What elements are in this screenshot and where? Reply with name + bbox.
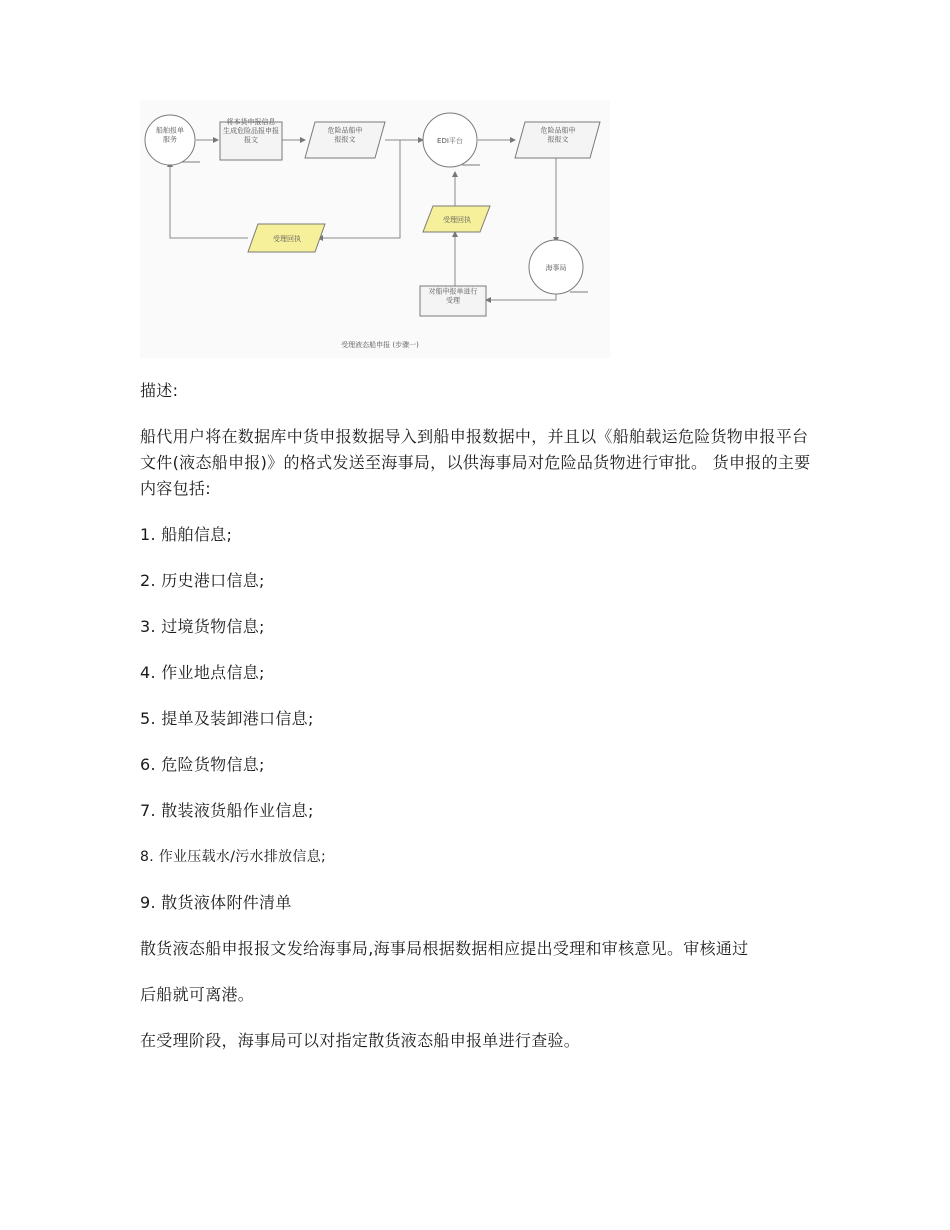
list-item: 2. 历史港口信息; — [140, 571, 265, 590]
node-label-line: 危险品船申 — [540, 126, 576, 135]
list-item: 1. 船舶信息; — [140, 525, 233, 544]
approval-paragraph-line2: 后船就可离港。 — [140, 985, 255, 1004]
list-item: 6. 危险货物信息; — [140, 755, 265, 774]
list-item: 3. 过境货物信息; — [140, 617, 265, 636]
node-label-line: 危险品船申 — [327, 126, 363, 135]
flowchart-svg — [140, 100, 610, 358]
node-label-line: 受理 — [446, 296, 460, 305]
intro-paragraph: 船代用户将在数据库中货申报数据导入到船申报数据中，并且以《船舶载运危险货物申报平台文件(液态船申报)》的格式发送至海事局，以供海事局对危险品货物进行审批。 货申报的主要内容包括: — [140, 427, 811, 498]
flowchart-figure — [140, 100, 610, 358]
node-label-line: 报文 — [244, 136, 258, 144]
node-label-line: 船舶报单 — [156, 126, 184, 135]
list-item: 4. 作业地点信息; — [140, 663, 265, 682]
content-list — [140, 522, 820, 916]
node-label-line: 报报文 — [334, 135, 356, 144]
node-label-line: EDI平台 — [437, 137, 463, 145]
node-label-line: 受理回执 — [273, 235, 301, 243]
list-item: 8. 作业压载水/污水排放信息; — [140, 849, 327, 865]
list-item: 7. 散装液货船作业信息; — [140, 801, 314, 820]
node-label-msa — [546, 263, 567, 272]
node-label-edi — [437, 136, 463, 145]
node-label-line: 将本货申报信息 — [226, 118, 276, 126]
document-body — [140, 378, 820, 1054]
node-label-line: 报报文 — [547, 135, 569, 144]
figure-caption: 受理液态船申报 (步骤一) — [341, 341, 419, 349]
node-label-line: 服务 — [163, 135, 177, 144]
edge-msa-review — [486, 292, 556, 300]
inspection-paragraph: 在受理阶段，海事局可以对指定散货液态船申报单进行查验。 — [140, 1031, 581, 1050]
node-label-line: 生成危险品报申报 — [223, 127, 279, 135]
node-label-line: 受理回执 — [443, 216, 471, 224]
node-label-line: 海事局 — [545, 264, 567, 272]
list-item: 5. 提单及装卸港口信息; — [140, 709, 314, 728]
node-label-receipt-mid — [443, 215, 471, 224]
edge-receipt-agent — [170, 162, 248, 238]
node-label-line: 对船申报单进行 — [428, 287, 478, 296]
list-item: 9. 散货液体附件清单 — [140, 893, 292, 912]
desc-label: 描述: — [140, 381, 179, 400]
approval-paragraph-line1: 散货液态船申报报文发给海事局,海事局根据数据相应提出受理和审核意见。审核通过 — [140, 939, 749, 958]
node-label-receipt-left — [273, 234, 301, 243]
